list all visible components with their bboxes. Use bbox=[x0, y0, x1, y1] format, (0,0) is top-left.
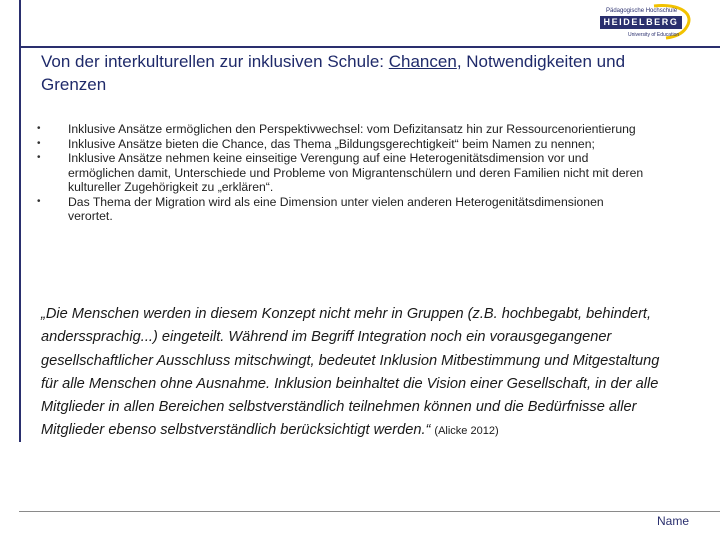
footer-name: Name bbox=[656, 514, 689, 528]
bullet-text: Inklusive Ansätze ermöglichen den Perspektivwechsel: vom Defizitansatz hin zur Ressourcenorientierung bbox=[68, 122, 636, 136]
bullet-dot-icon: • bbox=[37, 152, 41, 163]
logo-bottom-text: University of Education bbox=[628, 32, 680, 38]
left-border-rule bbox=[19, 0, 21, 442]
quote-text: „Die Menschen werden in diesem Konzept nicht mehr in Gruppen (z.B. hochbegabt, behindert, anderssprachig...) eingeteilt. Während im Begriff Integration noch ein vorausgegangener gesellschaftlicher Ausschluss mitschwingt, bedeutet Inklusion Mitbestimmung und Mitgestaltung für alle Menschen ohne Ausnahme. Inklusion beinhaltet die Vision einer Gesellschaft, in der alle Mitglieder in allen Bereichen selbstverständlich teilnehmen können und die Bedürfnisse aller Mitglieder ebenso selbstverständlich berücksichtigt werden.“ bbox=[41, 306, 660, 439]
bullet-item bbox=[37, 122, 651, 137]
bullet-dot-icon: • bbox=[37, 123, 41, 134]
bullet-item bbox=[37, 194, 651, 224]
title-emphasis: Chancen bbox=[388, 52, 457, 71]
logo-name: HEIDELBERG bbox=[600, 16, 682, 29]
bullet-dot-icon: • bbox=[37, 195, 41, 207]
quote-block bbox=[41, 303, 661, 444]
header-divider bbox=[19, 46, 720, 48]
title-text-after: , Notwendigkeiten und Grenzen bbox=[41, 52, 626, 94]
bullet-dot-icon: • bbox=[37, 137, 41, 149]
quote-citation: (Alicke 2012) bbox=[434, 425, 499, 438]
title-text-before: Von der interkulturellen zur inklusiven Schule: bbox=[41, 52, 389, 71]
bullet-item bbox=[37, 136, 651, 152]
bullet-text: Inklusive Ansätze nehmen keine einseitige Verengung auf eine Heterogenitätsdimension vor und ermöglichen damit, Unterschiede und Probleme von Migrantenschülern und deren Familien nicht mit deren kultureller Zugehörigkeit zu „erklären“. bbox=[68, 151, 644, 194]
university-logo bbox=[596, 4, 694, 42]
bullet-text: Inklusive Ansätze bieten die Chance, das Thema „Bildungsgerechtigkeit“ beim Namen zu nennen; bbox=[68, 136, 595, 151]
logo-top-text: Pädagogische Hochschule bbox=[606, 8, 678, 14]
slide-title bbox=[41, 50, 661, 96]
bullet-item bbox=[37, 151, 651, 195]
bullet-text: Das Thema der Migration wird als eine Dimension unter vielen anderen Heterogenitätsdimensionen verortet. bbox=[68, 194, 604, 223]
footer-divider bbox=[19, 511, 720, 512]
bullet-list bbox=[37, 122, 651, 224]
